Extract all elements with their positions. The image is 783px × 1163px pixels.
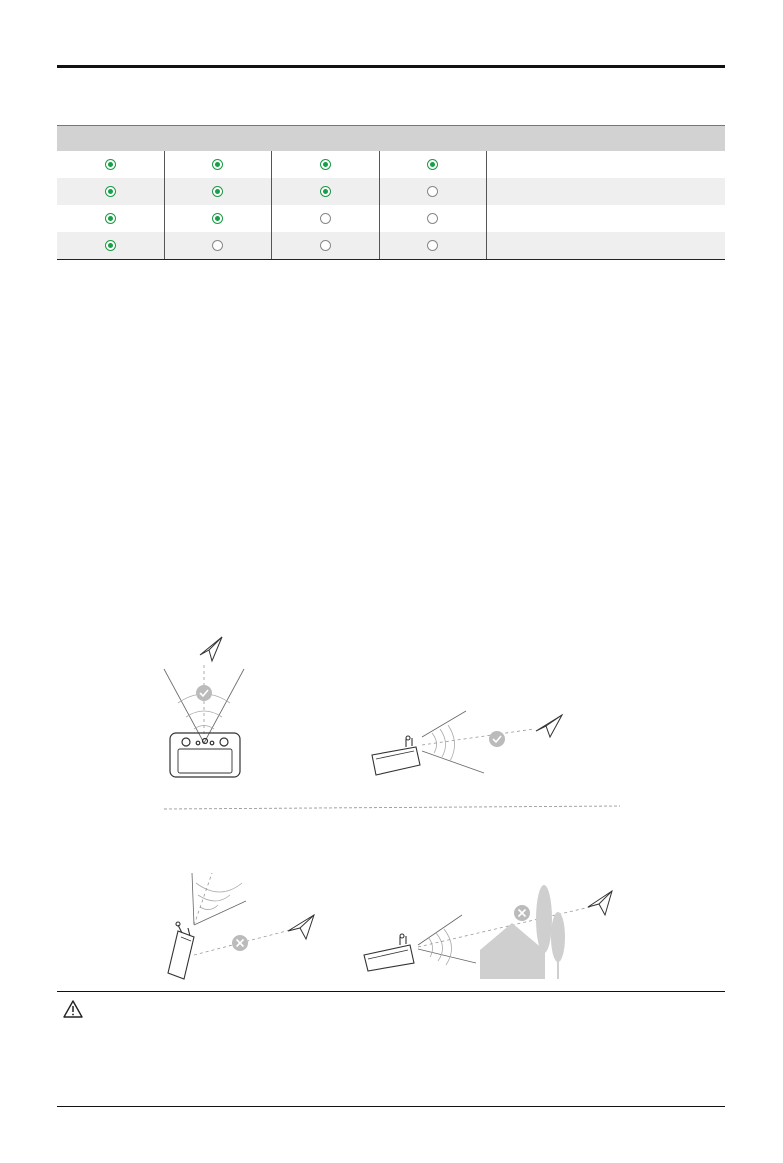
led-on-icon <box>105 240 116 251</box>
led-table-body <box>57 151 725 260</box>
led-cell <box>271 151 379 178</box>
led-cell <box>164 151 271 178</box>
led-cell <box>164 205 271 232</box>
led-cell <box>57 232 164 260</box>
led-cell <box>57 151 164 178</box>
illustration-divider <box>164 806 620 809</box>
controller-side-good <box>372 711 534 775</box>
led-on-icon <box>320 186 331 197</box>
led-table-row <box>57 205 725 232</box>
led-on-icon <box>320 159 331 170</box>
house-icon <box>480 923 544 979</box>
controller-front-good <box>164 665 244 777</box>
led-on-icon <box>105 213 116 224</box>
check-circle-icon <box>489 731 505 747</box>
led-description-cell <box>486 151 725 178</box>
warning-triangle-icon <box>63 1000 83 1018</box>
led-cell <box>379 151 486 178</box>
paper-plane-icon <box>288 915 314 939</box>
led-cell <box>57 205 164 232</box>
led-off-icon <box>320 213 331 224</box>
led-on-icon <box>105 186 116 197</box>
led-off-icon <box>427 240 438 251</box>
led-on-icon <box>427 159 438 170</box>
led-on-icon <box>212 213 223 224</box>
led-on-icon <box>212 186 223 197</box>
paper-plane-icon <box>588 891 612 915</box>
battery-level-led-table <box>57 125 725 260</box>
cross-circle-icon <box>232 935 248 951</box>
led-off-icon <box>320 240 331 251</box>
led-table-row <box>57 232 725 260</box>
led-table-row <box>57 151 725 178</box>
led-on-icon <box>212 159 223 170</box>
led-cell <box>164 178 271 205</box>
led-cell <box>379 178 486 205</box>
led-description-cell <box>486 178 725 205</box>
header-rule <box>57 65 725 68</box>
warning-divider <box>57 991 725 992</box>
footer-rule <box>57 1106 725 1107</box>
led-off-icon <box>427 213 438 224</box>
led-cell <box>271 205 379 232</box>
led-off-icon <box>212 240 223 251</box>
led-cell <box>271 178 379 205</box>
paper-plane-icon <box>200 637 222 661</box>
led-on-icon <box>105 159 116 170</box>
led-off-icon <box>427 186 438 197</box>
led-cell <box>164 232 271 260</box>
antenna-orientation-illustration <box>150 625 630 985</box>
led-description-cell <box>486 232 725 260</box>
check-circle-icon <box>196 685 212 701</box>
led-cell <box>57 178 164 205</box>
controller-tilted-bad <box>168 873 294 979</box>
paper-plane-icon <box>536 715 562 737</box>
tree-icon <box>551 912 565 979</box>
led-description-cell <box>486 205 725 232</box>
led-cell <box>271 232 379 260</box>
table-header-row <box>57 126 725 152</box>
led-cell <box>379 232 486 260</box>
cross-circle-icon <box>514 905 530 921</box>
led-table-row <box>57 178 725 205</box>
led-cell <box>379 205 486 232</box>
